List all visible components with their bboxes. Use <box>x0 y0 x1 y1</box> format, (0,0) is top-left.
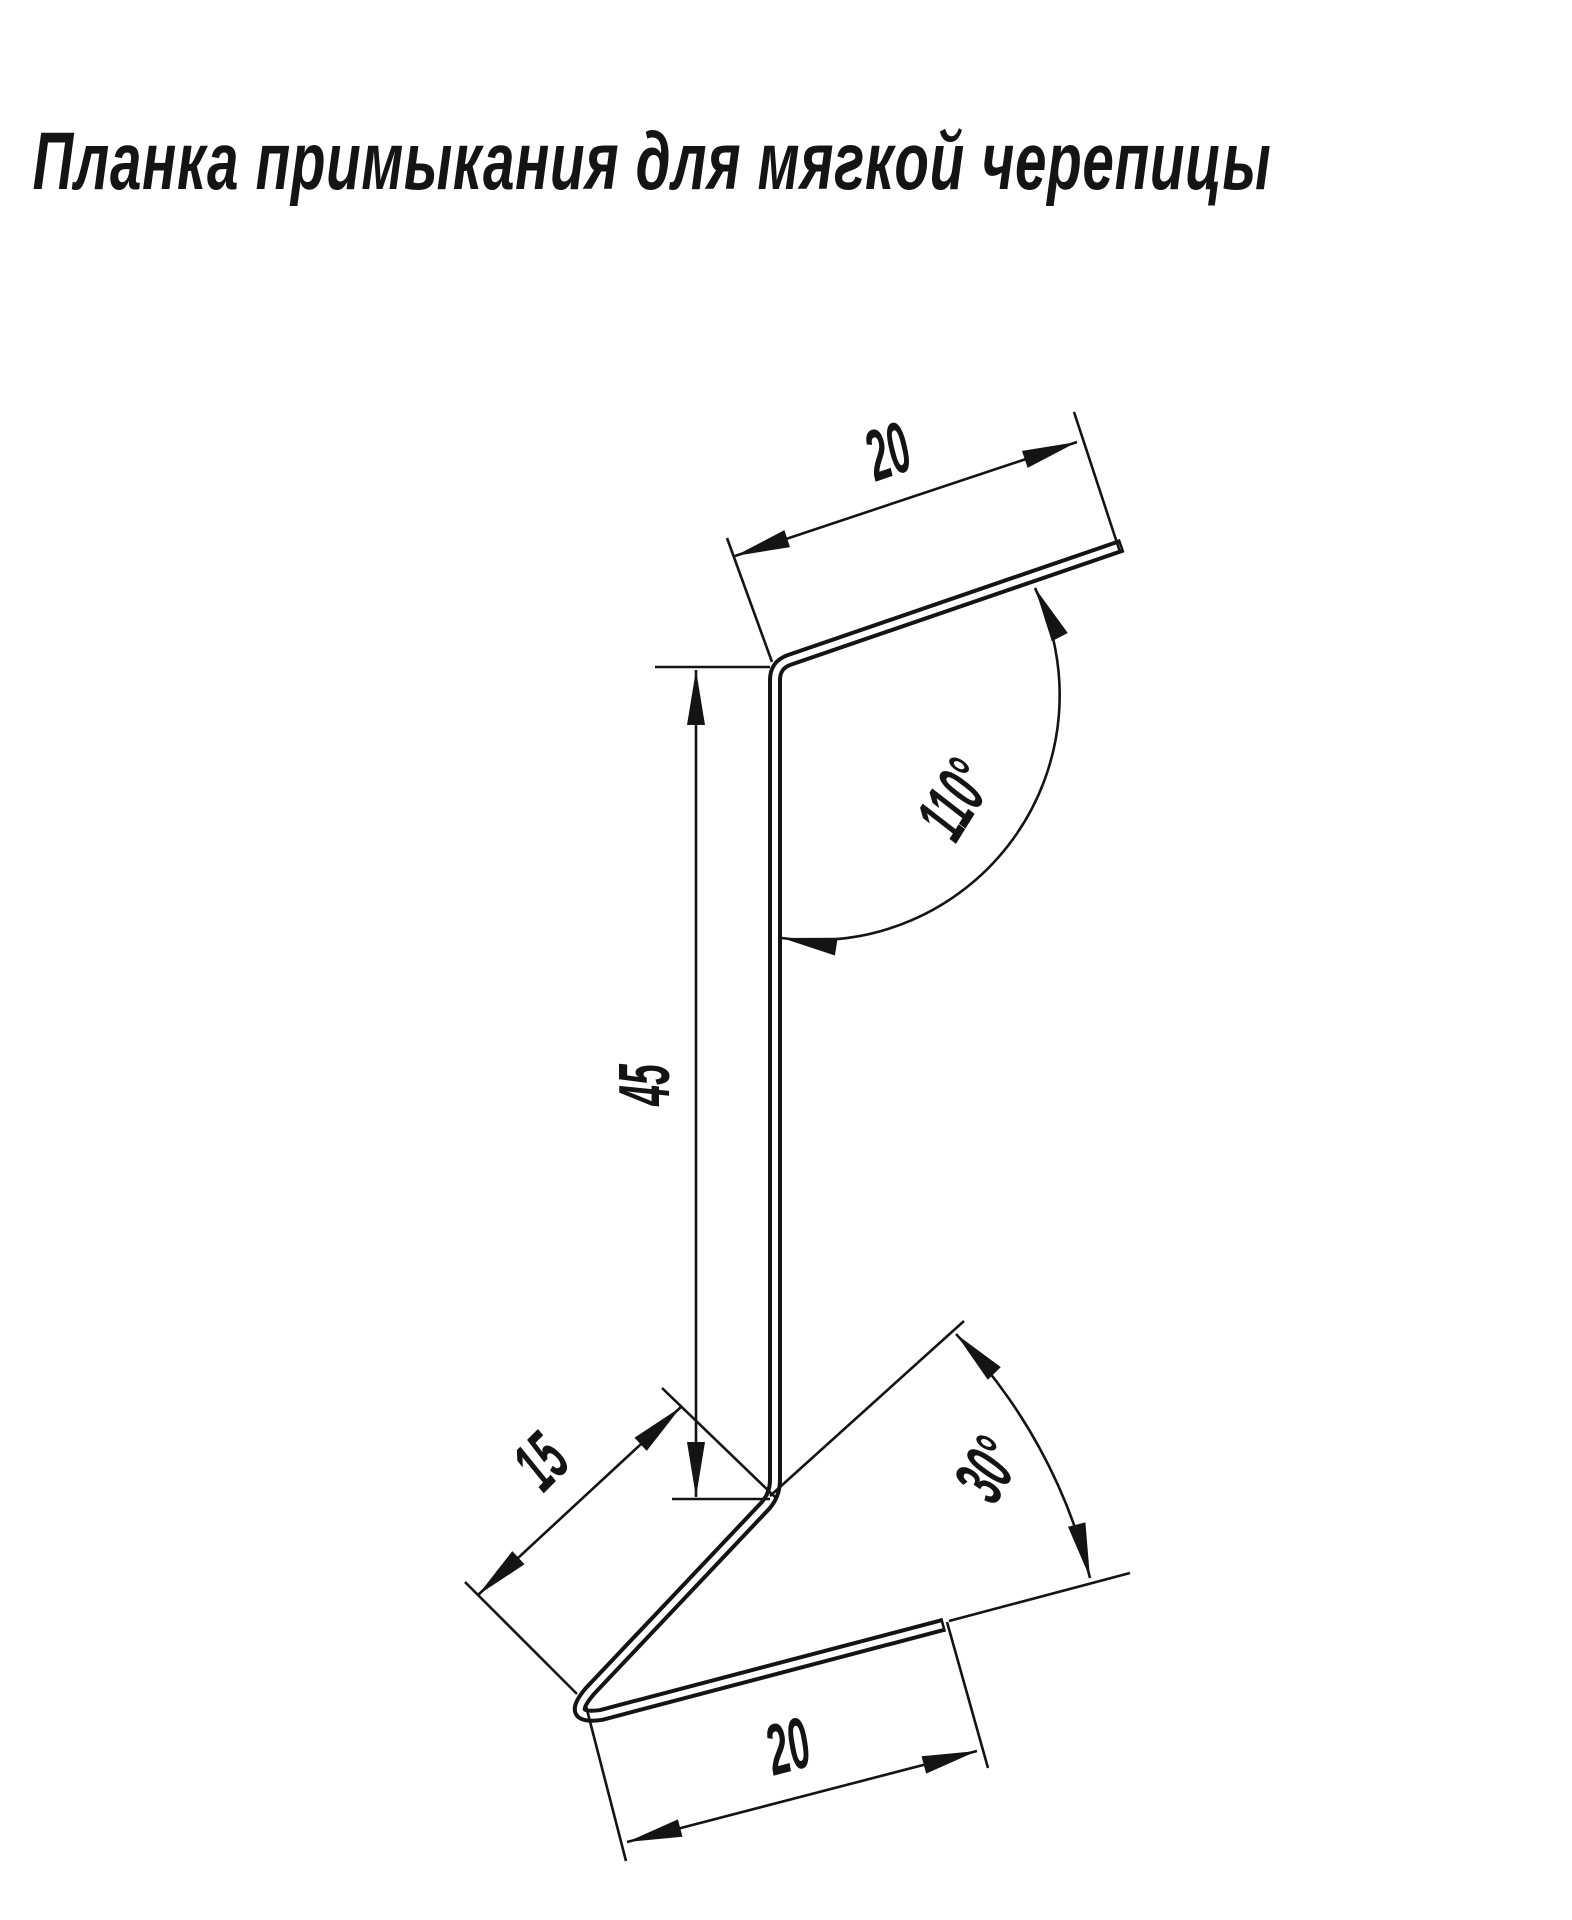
arrowhead <box>735 530 790 556</box>
ext-line-bottom-flange-right <box>947 1622 988 1768</box>
dim-label-kick: 15 <box>497 1418 585 1506</box>
flashing-profile <box>580 539 1124 1715</box>
arrowhead <box>687 670 705 725</box>
arrowhead <box>687 1442 705 1497</box>
ext-line-kick-upper <box>662 1388 775 1497</box>
arrowhead <box>922 1751 978 1774</box>
dimension-lines <box>465 407 1130 1861</box>
arrowhead <box>478 1551 525 1595</box>
ext-line-kick-extension <box>770 1321 964 1496</box>
arrowhead <box>1035 588 1068 641</box>
arrowhead <box>956 1334 1001 1380</box>
ext-line-top-flange-left <box>727 538 772 662</box>
dim-label-web: 45 <box>605 1064 685 1106</box>
arrowhead <box>1068 1522 1090 1578</box>
ext-line-kick-lower <box>465 1582 577 1694</box>
arrowhead <box>627 1819 683 1842</box>
flashing-profile-outline <box>580 546 1121 1716</box>
dim-label-top-flange: 20 <box>855 407 921 497</box>
ext-line-flange-extension <box>949 1573 1130 1621</box>
dim-label-bottom-angle: 30° <box>939 1425 1037 1515</box>
dim-label-top-angle: 110° <box>901 747 1009 853</box>
flashing-profile-inner-face <box>580 546 1121 1716</box>
dim-label-bottom-flange: 20 <box>757 1702 819 1792</box>
ext-line-top-flange-right <box>1074 412 1120 552</box>
drawing-title: Планка примыкания для мягкой черепицы <box>32 116 1272 207</box>
arrowhead <box>782 938 838 956</box>
ext-line-bottom-flange-left <box>586 1706 626 1861</box>
arrowhead <box>1022 442 1077 468</box>
dimension-arrowheads <box>478 442 1090 1842</box>
arrowhead <box>635 1407 682 1451</box>
